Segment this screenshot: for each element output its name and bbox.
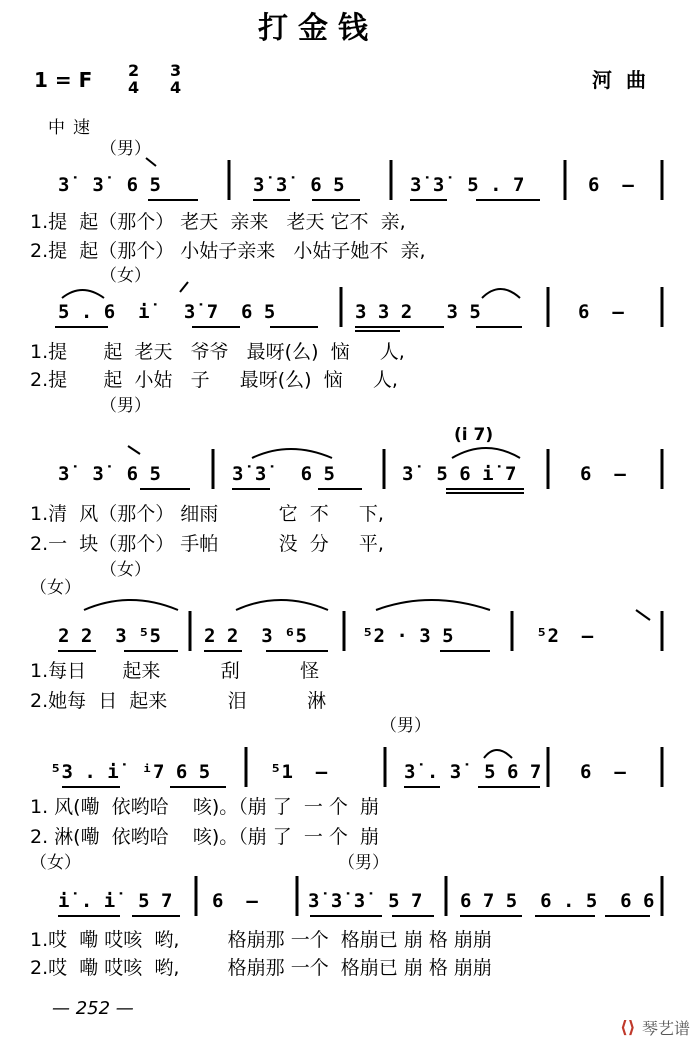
measure-notes: 3̇ 3̇ 6 5 — [232, 463, 335, 485]
lyric-line: 2.哎 嘞 哎咳 哟, 格崩那 一个 格崩已 崩 格 崩崩 — [30, 957, 492, 979]
measure-notes: 6 — — [588, 174, 634, 196]
measure-notes: 2 2 3 ⁵5 — [58, 625, 161, 647]
measure-notes: 3̇ 3̇ 6 5 — [58, 463, 161, 485]
measure-notes: 3 3 2 3 5 — [355, 301, 481, 323]
song-title: 打金钱 — [258, 11, 378, 46]
measure-notes: 3̇ 5 6 i̇ 7 — [402, 463, 517, 485]
voice-label: （男） — [100, 139, 151, 159]
measure-notes: 6 — — [580, 463, 626, 485]
measure-notes: 3̇ 3̇ 6 5 — [58, 174, 161, 196]
measure-notes: 3̇ . 3̇ 5 6 7 — [404, 761, 542, 783]
lyric-line: 1.提 起（那个） 老天 亲来 老天 它不 亲, — [30, 211, 406, 233]
watermark-logo: ⟨⟩ — [620, 1018, 636, 1038]
grace-notes: (i̇ 7) — [454, 425, 494, 445]
voice-label: （女） — [30, 853, 81, 873]
lyric-line: 1.清 风（那个） 细雨 它 不 下, — [30, 503, 384, 525]
measure-notes: 6 7 5 6 . 5 6 6 — [460, 890, 655, 912]
measure-notes: 3̇ 3̇ 3̇ 5 7 — [308, 890, 423, 912]
voice-label: （女） — [100, 266, 151, 286]
measure-notes: 6 — — [212, 890, 258, 912]
tempo-marking: 中速 — [48, 118, 98, 138]
measure-notes: 6 — — [578, 301, 624, 323]
slurs — [62, 158, 650, 758]
key-signature: 1 = F — [34, 68, 93, 92]
measure-notes: 6 — — [580, 761, 626, 783]
lyric-line: 2. 淋(嘞 依哟哈 咳)。（崩 了 一 个 崩 — [30, 826, 379, 848]
measure-notes: i̇ . i̇ 5 7 — [58, 890, 173, 912]
voice-label: （女） — [30, 578, 81, 598]
lyric-line: 1.提 起 老天 爷爷 最呀(么) 恼 人, — [30, 341, 405, 363]
measure-notes: ⁵2 — — [536, 625, 594, 647]
lyric-line: 1.每日 起来 刮 怪 — [30, 660, 320, 682]
lyric-line: 2.提 起（那个） 小姑子亲来 小姑子她不 亲, — [30, 240, 426, 262]
voice-label: （男） — [380, 716, 431, 736]
lyric-line: 2.提 起 小姑 子 最呀(么) 恼 人, — [30, 369, 398, 391]
measure-notes: ⁵3 . i̇ ⁱ7 6 5 — [50, 761, 211, 783]
measure-notes: 2 2 3 ⁶5 — [204, 625, 307, 647]
watermark-text: 琴艺谱 — [642, 1019, 691, 1038]
lyric-line: 1. 风(嘞 依哟哈 咳)。（崩 了 一 个 崩 — [30, 796, 379, 818]
region-label: 河曲 — [592, 68, 660, 92]
measure-notes: 5 . 6 i̇ 3̇ 7 6 5 — [58, 301, 276, 323]
measure-notes: ⁵2 · 3 5 — [362, 625, 454, 647]
measure-notes: ⁵1 — — [270, 761, 328, 783]
lyric-line: 2.一 块（那个） 手帕 没 分 平, — [30, 533, 384, 555]
time-signature-24: 2 4 — [128, 61, 140, 97]
lyric-line: 2.她每 日 起来 泪 淋 — [30, 690, 327, 712]
measure-notes: 3̇ 3̇ 6 5 — [253, 174, 345, 196]
voice-label: （男） — [100, 396, 151, 416]
bar-lines — [190, 160, 662, 916]
lyric-line: 1.哎 嘞 哎咳 哟, 格崩那 一个 格崩已 崩 格 崩崩 — [30, 929, 492, 951]
beam-underlines — [55, 200, 650, 916]
page-number: — 252 — — [52, 998, 134, 1019]
measure-notes: 3̇ 3̇ 5 . 7 — [410, 174, 525, 196]
voice-label: （男） — [338, 853, 389, 873]
voice-label: （女） — [100, 560, 151, 580]
time-signature-34: 3 4 — [170, 61, 182, 97]
